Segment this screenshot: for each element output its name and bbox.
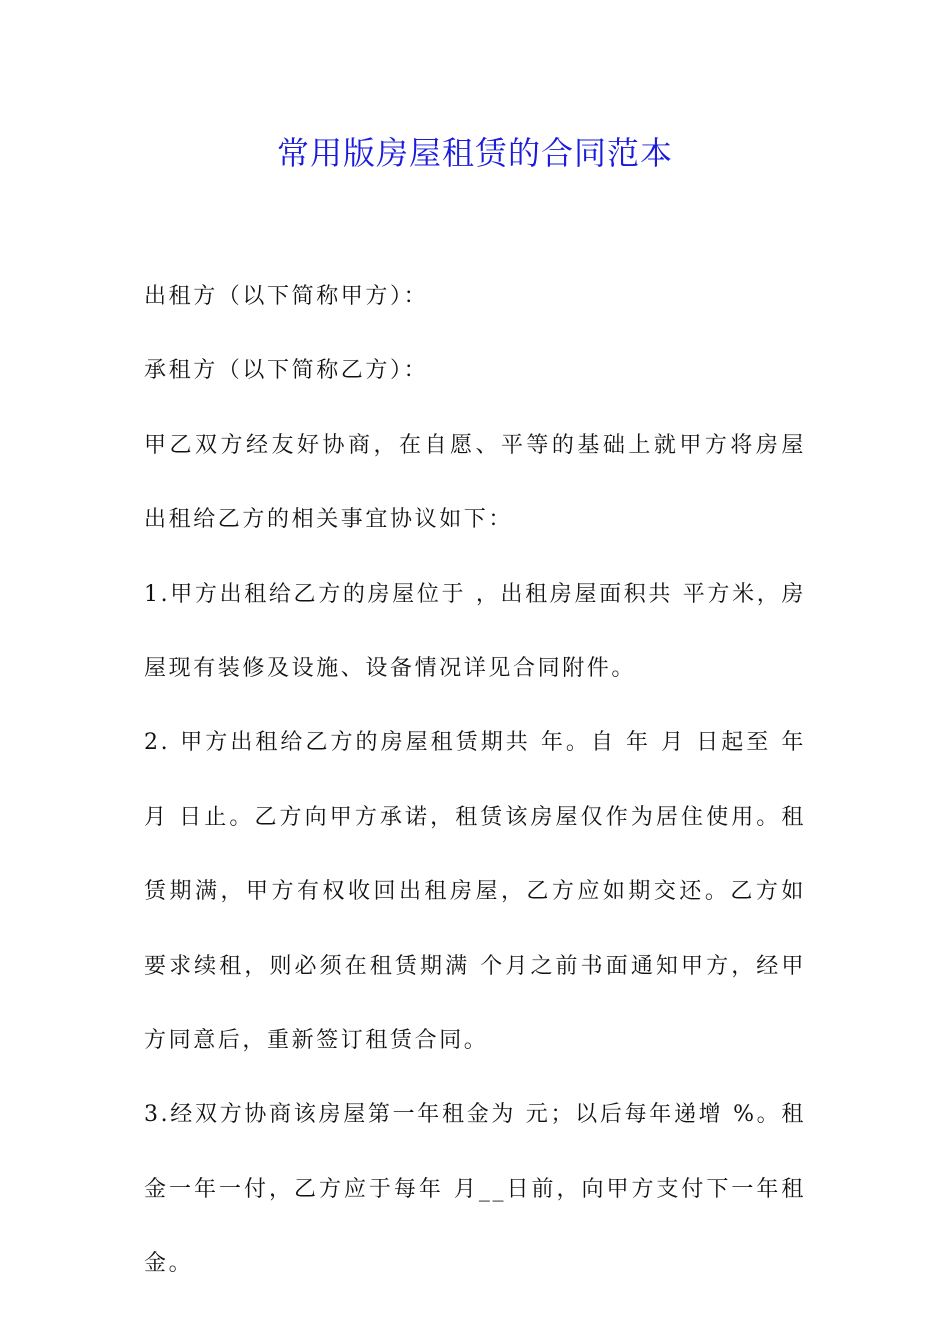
- paragraph-lessor: 出租方（以下简称甲方）：: [144, 284, 429, 309]
- paragraph-clause-3: 3.经双方协商该房屋第一年租金为 元；以后每年递增 %。租金一年一付，乙方应于每年 月__日前，向甲方支付下一年租金。: [144, 1102, 806, 1277]
- document-body: [144, 260, 806, 1302]
- document-title: 常用版房屋租赁的合同范本: [276, 134, 673, 172]
- paragraph-clause-1: 1.甲方出租给乙方的房屋位于 ，出租房屋面积共 平方米，房屋现有装修及设施、设备情况详见合同附件。: [144, 581, 806, 682]
- paragraph-lessee: 承租方（以下简称乙方）：: [144, 358, 429, 384]
- paragraph-clause-2: 2. 甲方出租给乙方的房屋租赁期共 年。自 年 月 日起至 年月 日止。乙方向甲方承诺，租赁该房屋仅作为居住使用。租赁期满，甲方有权收回出租房屋，乙方应如期交还。乙方如要求续租，则必须在租赁期满 个月之前书面通知甲方，经甲方同意后，重新签订租赁合同。: [144, 730, 806, 1054]
- paragraph-preamble: 甲乙双方经友好协商，在自愿、平等的基础上就甲方将房屋出租给乙方的相关事宜协议如下：: [144, 432, 806, 533]
